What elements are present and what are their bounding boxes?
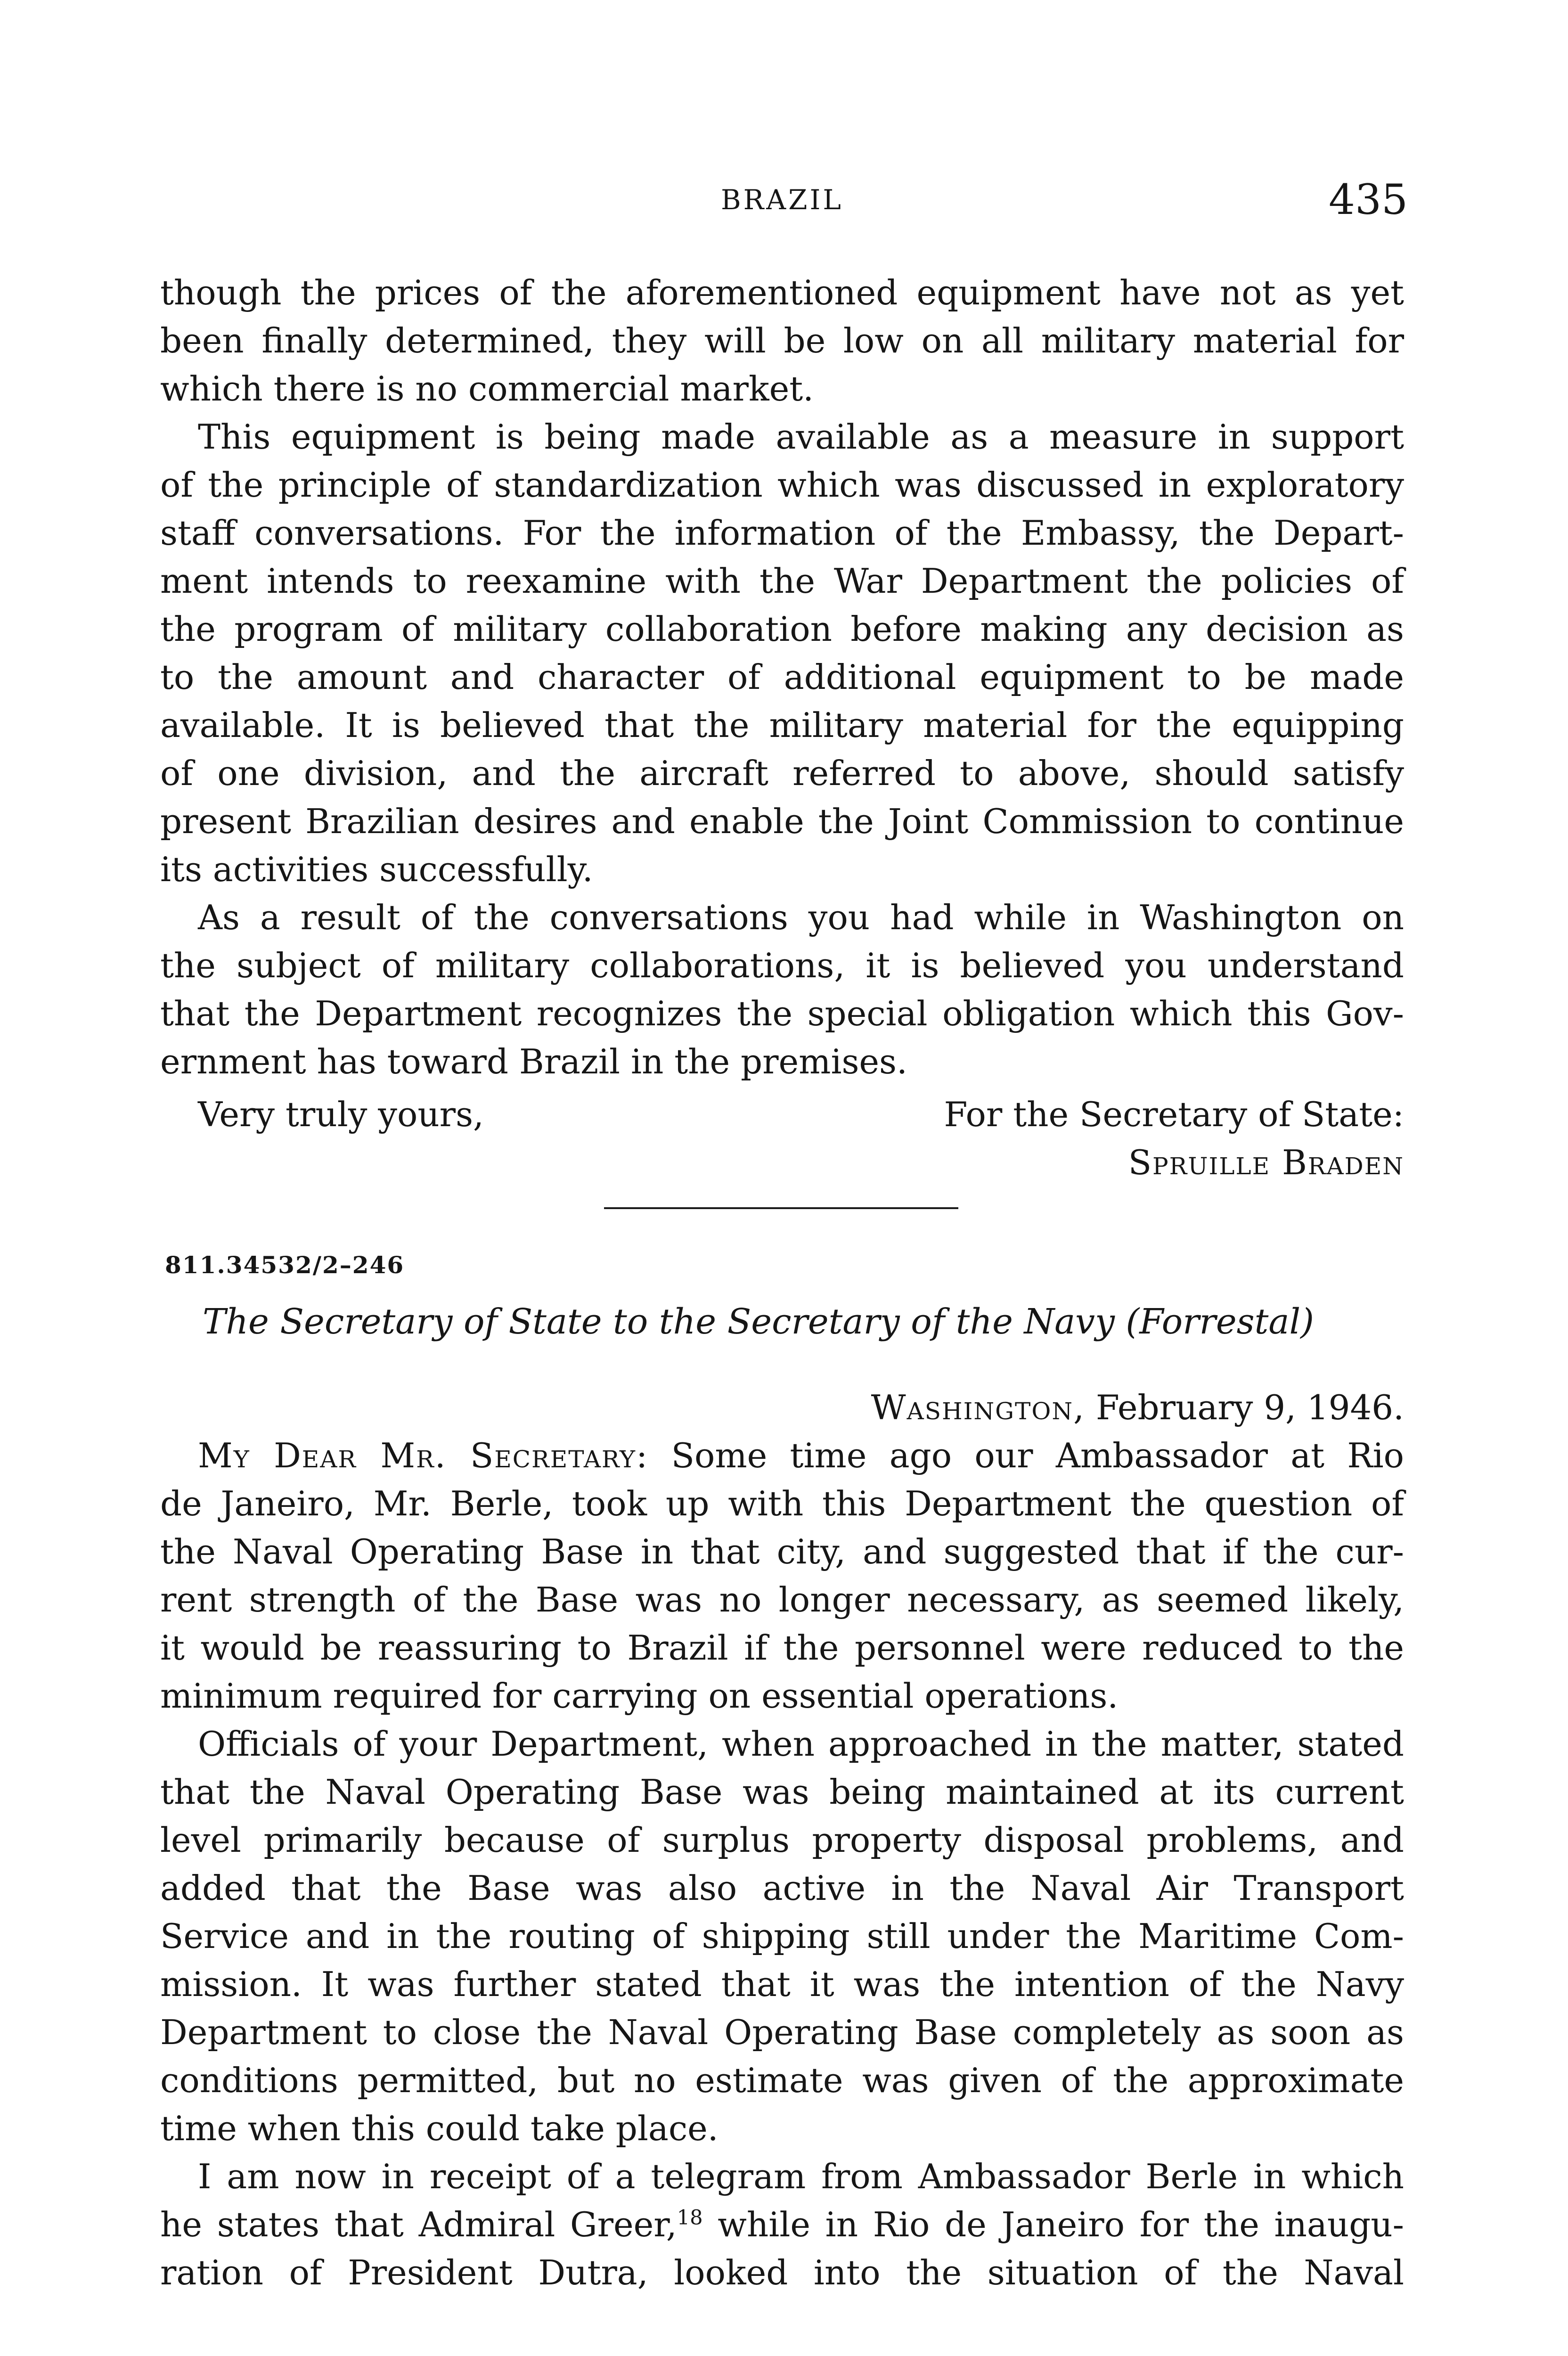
- text-line: of the principle of standardization which was discussed in exploratory: [160, 465, 1404, 505]
- text-line: that the Naval Operating Base was being maintained at its current: [160, 1772, 1404, 1812]
- text-line: which there is no commercial market.: [160, 369, 814, 409]
- text-line: Officials of your Department, when approached in the matter, stated: [198, 1724, 1404, 1764]
- signature-row: [160, 1090, 1404, 1138]
- text-line: present Brazilian desires and enable the Joint Commission to continue: [160, 802, 1404, 841]
- text-line: the subject of military collaborations, it is believed you understand: [160, 946, 1404, 985]
- text-line: that the Department recognizes the special obligation which this Gov-: [160, 994, 1404, 1033]
- text-line: available. It is believed that the military material for the equipping: [160, 705, 1404, 745]
- dateline-date: February 9, 1946.: [1095, 1388, 1404, 1427]
- footnote-ref: 18: [677, 2206, 703, 2230]
- text-line: the program of military collaboration before making any decision as: [160, 609, 1404, 649]
- text-line: though the prices of the aforementioned equipment have not as yet: [160, 273, 1404, 312]
- text-line: to the amount and character of additional equipment to be made: [160, 657, 1404, 697]
- text-line: minimum required for carrying on essential operations.: [160, 1676, 1119, 1716]
- file-number: 811.34532/2–246: [165, 1251, 405, 1279]
- closing: Very truly yours,: [198, 1095, 484, 1134]
- salutation: My Dear Mr. Secretary:: [198, 1436, 649, 1475]
- text-line: [160, 2201, 1404, 2249]
- document-title: The Secretary of State to the Secretary of the Navy (Forrestal): [203, 1301, 1315, 1342]
- signature-name: Spruille Braden: [1128, 1143, 1404, 1182]
- text-line: staff conversations. For the information of the Embassy, the Depart-: [160, 513, 1404, 553]
- text-line: ernment has toward Brazil in the premises.: [160, 1042, 907, 1081]
- memo-body: [160, 1432, 1404, 2297]
- text-line: been finally determined, they will be low on all military material for: [160, 321, 1404, 360]
- line-text: Some time ago our Ambassador at Rio: [671, 1436, 1404, 1475]
- text-line: level primarily because of surplus property disposal problems, and: [160, 1820, 1404, 1860]
- text-line: This equipment is being made available as a measure in support: [198, 417, 1404, 457]
- text-line: conditions permitted, but no estimate was given of the approximate: [160, 2061, 1404, 2100]
- section-divider: [604, 1207, 958, 1209]
- text-line: time when this could take place.: [160, 2109, 719, 2148]
- letter-body: [160, 269, 1404, 1086]
- text-line: added that the Base was also active in the Naval Air Transport: [160, 1868, 1404, 1908]
- running-head: BRAZIL: [721, 184, 843, 216]
- text-line: As a result of the conversations you had while in Washington on: [198, 898, 1404, 937]
- text-line: rent strength of the Base was no longer necessary, as seemed likely,: [160, 1580, 1404, 1620]
- text-line: Service and in the routing of shipping still under the Maritime Com-: [160, 1916, 1404, 1956]
- text-line: I am now in receipt of a telegram from Ambassador Berle in which: [198, 2157, 1404, 2196]
- text-line: of one division, and the aircraft referred to above, should satisfy: [160, 753, 1404, 793]
- page-number: 435: [1329, 175, 1408, 224]
- text-line: ment intends to reexamine with the War Department the policies of: [160, 561, 1404, 601]
- text-line: ration of President Dutra, looked into the situation of the Naval: [160, 2253, 1404, 2292]
- text-line: the Naval Operating Base in that city, and suggested that if the cur-: [160, 1532, 1404, 1571]
- text-line: its activities successfully.: [160, 850, 593, 889]
- line-text: while in Rio de Janeiro for the inaugu-: [702, 2205, 1404, 2244]
- dateline: [871, 1383, 1404, 1432]
- signature-line: For the Secretary of State:: [944, 1095, 1404, 1134]
- text-line: de Janeiro, Mr. Berle, took up with this Department the question of: [160, 1484, 1404, 1523]
- dateline-place: Washington,: [871, 1388, 1085, 1427]
- line-text: he states that Admiral Greer,: [160, 2205, 677, 2244]
- text-line: it would be reassuring to Brazil if the personnel were reduced to the: [160, 1628, 1404, 1668]
- text-line: Department to close the Naval Operating Base completely as soon as: [160, 2012, 1404, 2052]
- text-line: mission. It was further stated that it was the intention of the Navy: [160, 1964, 1404, 2004]
- text-line: [160, 1432, 1404, 1480]
